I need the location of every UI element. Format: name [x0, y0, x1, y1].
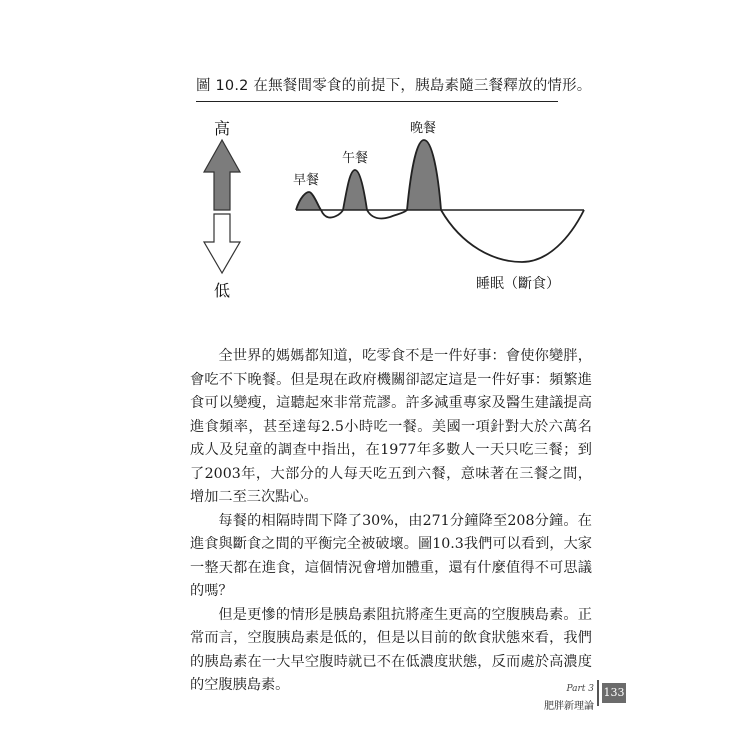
paragraph: 但是更慘的情形是胰島素阻抗將產生更高的空腹胰島素。正常而言，空腹胰島素是低的，但是以目前的飲食狀態來看，我們的胰島素在一大早空腹時就已不在低濃度狀態，反而處於高濃度的空腹胰島素。 — [190, 606, 592, 693]
dinner-label: 晚餐 — [409, 121, 437, 136]
footer-chapter-title: 肥胖新理論 — [544, 701, 594, 712]
high-arrow-icon — [204, 140, 240, 210]
figure-caption: 圖 10.2 在無餐間零食的前提下，胰島素隨三餐釋放的情形。 — [196, 78, 592, 94]
footer-divider — [597, 680, 599, 706]
paragraph: 全世界的媽媽都知道，吃零食不是一件好事：會使你變胖，會吃不下晚餐。但是現在政府機關卻認定這是一件好事：頻繁進食可以變瘦，這聽起來非常荒謬。許多減重專家及醫生建議提高進食頻率，甚至達每2.5小時吃一餐。美國一項針對大於六萬名成人及兒童的調查中指出，在1977年多數人一天只吃三餐；到了2003年，大部分的人每天吃五到六餐，意味著在三餐之間，增加二至三次點心。 — [190, 348, 592, 505]
paragraph: 每餐的相隔時間下降了30%，由271分鐘降至208分鐘。在進食與斷食之間的平衡完全被破壞。圖10.3我們可以看到，大家一整天都在進食，這個情況會增加體重，還有什麼值得不可思議的嗎？ — [190, 512, 592, 599]
page-number: 133 — [602, 683, 626, 703]
lunch-label: 午餐 — [341, 151, 369, 166]
low-label: 低 — [213, 281, 231, 300]
breakfast-label: 早餐 — [292, 173, 320, 188]
footer-part-label: Part 3 — [566, 684, 594, 694]
body-text — [190, 345, 592, 698]
insulin-release-figure — [0, 0, 750, 330]
sleep-label: 睡眠（斷食） — [476, 276, 560, 292]
low-arrow-icon — [204, 214, 240, 273]
high-label: 高 — [213, 119, 231, 138]
insulin-curve — [296, 140, 584, 262]
